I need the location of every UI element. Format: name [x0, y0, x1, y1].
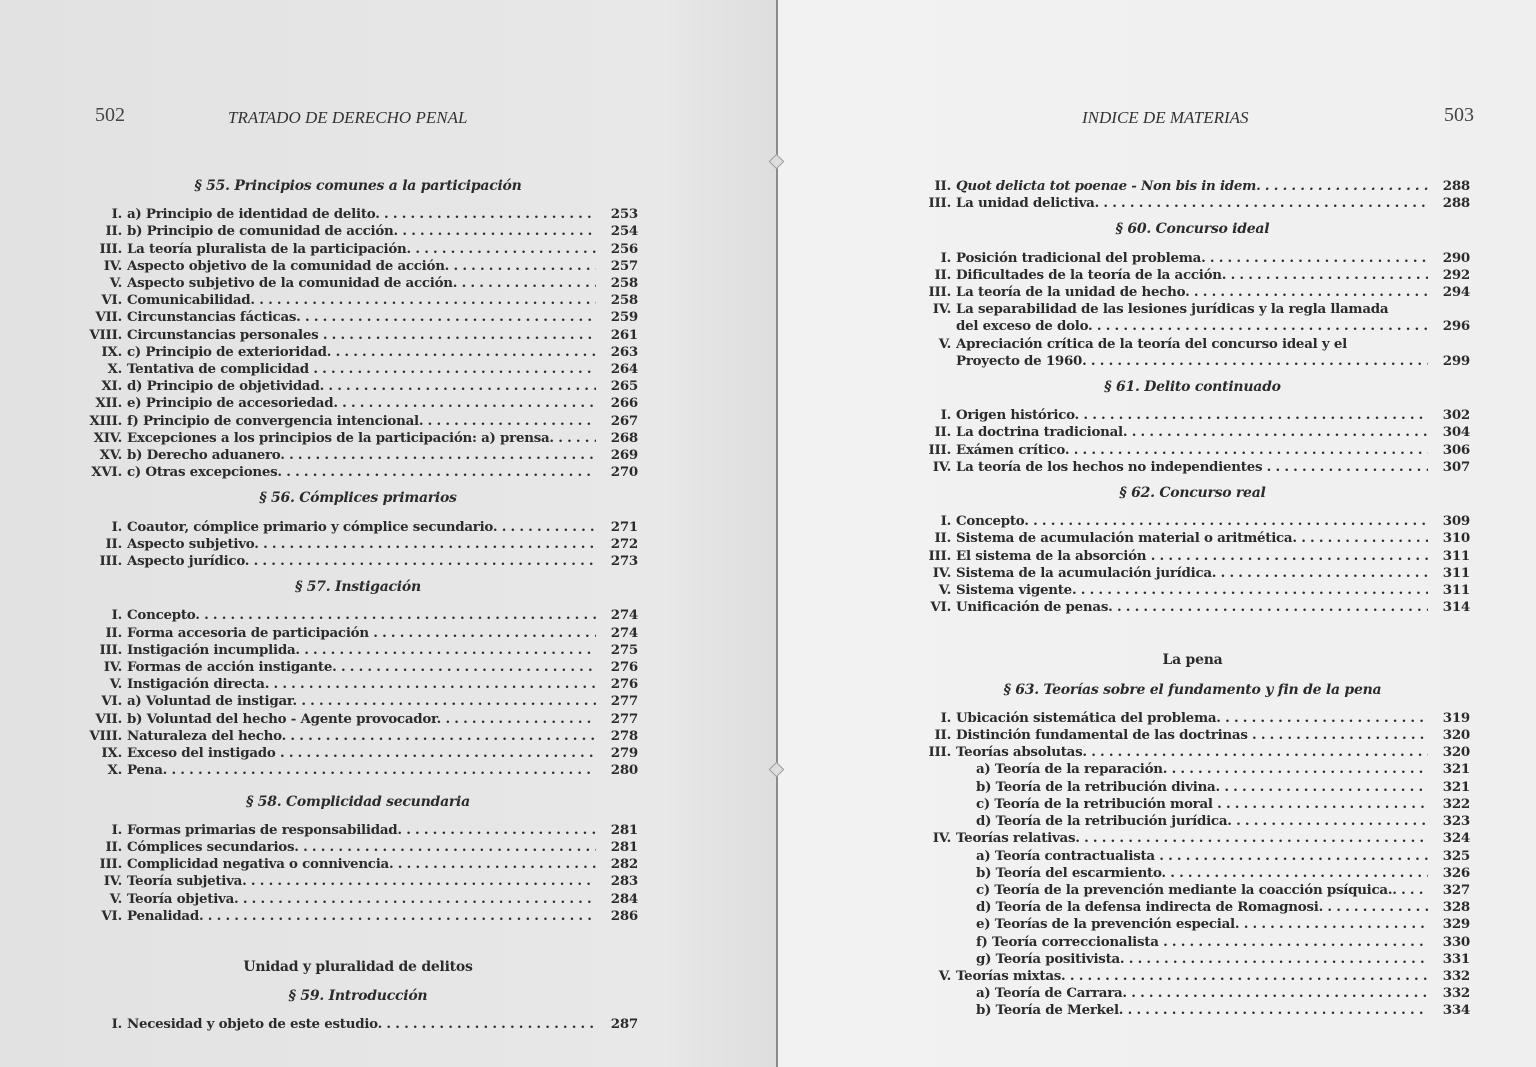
entry-title: Forma accesoria de participación . . . [127, 625, 596, 642]
entry-title: Dificultades de la teoría de la acción. . . . [956, 267, 1428, 284]
entry-title: Instigación incumplida. . . . [127, 642, 596, 659]
entry-numeral: II. [105, 535, 122, 552]
entry-numeral: IV. [103, 659, 122, 676]
section-heading: § 59. Introducción [288, 988, 428, 1005]
entry-page-number: 284 [610, 890, 638, 907]
entry-page-number: 328 [1442, 899, 1470, 916]
entry-page-number: 278 [610, 727, 638, 744]
entry-title: Coautor, cómplice primario y cómplice secundario. . . . [127, 519, 596, 536]
entry-title: d) Principio de objetividad. . . . [127, 378, 596, 395]
entry-page-number: 329 [1442, 916, 1470, 933]
toc-entry[interactable] [78, 711, 638, 728]
entry-page-number: 288 [1442, 195, 1470, 212]
entry-title: d) Teoría de la defensa indirecta de Romagnosi. . . . [956, 899, 1428, 916]
entry-numeral: XVI. [91, 464, 122, 481]
entry-page-number: 307 [1442, 458, 1470, 475]
entry-page-number: 259 [610, 309, 638, 326]
toc-entry[interactable] [915, 178, 1470, 195]
entry-title: Ubicación sistemática del problema. . . . [956, 710, 1428, 727]
entry-page-number: 286 [610, 907, 638, 924]
entry-numeral: III. [928, 284, 951, 301]
entry-numeral: I. [111, 206, 122, 223]
entry-page-number: 288 [1442, 178, 1470, 194]
entry-page-number: 273 [610, 553, 638, 570]
entry-numeral: I. [111, 607, 122, 624]
section-heading: § 63. Teorías sobre el fundamento y fin de la pena [1003, 681, 1382, 698]
entry-page-number: 258 [610, 275, 638, 292]
toc-entry[interactable] [915, 548, 1470, 565]
section-heading: § 61. Delito continuado [1104, 379, 1281, 396]
toc-entry[interactable] [78, 676, 638, 693]
entry-title: Teorías absolutas. . . . [956, 744, 1428, 761]
toc-entry[interactable] [78, 908, 638, 925]
entry-title: La teoría de la unidad de hecho. . . . [956, 284, 1428, 301]
entry-title: Sistema vigente. . . . [956, 582, 1428, 599]
entry-page-number: 311 [1442, 547, 1470, 564]
toc-entry[interactable] [915, 882, 1470, 899]
entry-page-number: 299 [1442, 352, 1470, 369]
entry-page-number: 334 [1442, 1002, 1470, 1019]
toc-entry[interactable] [78, 607, 638, 624]
entry-title: Quot delicta tot poenae - Non bis in idem. . . . [956, 178, 1428, 195]
entry-numeral: II. [105, 838, 122, 855]
entry-page-number: 306 [1442, 441, 1470, 458]
entry-numeral: VI. [101, 907, 122, 924]
entry-page-number: 314 [1442, 599, 1470, 616]
entry-title: Instigación directa. . . . [127, 676, 596, 693]
entry-page-number: 323 [1442, 813, 1470, 830]
entry-page-number: 324 [1442, 830, 1470, 847]
entry-title: Teorías mixtas. . . . [956, 968, 1428, 985]
toc-entry[interactable] [78, 344, 638, 361]
entry-title: El sistema de la absorción . . . [956, 548, 1428, 565]
toc-entry[interactable] [78, 873, 638, 890]
toc-entry[interactable] [915, 530, 1470, 547]
entry-page-number: 275 [610, 641, 638, 658]
left-running-title [228, 108, 467, 128]
entry-numeral: V. [109, 890, 122, 907]
entry-numeral: IV. [103, 873, 122, 890]
toc-entry[interactable] [915, 951, 1470, 968]
entry-numeral: II. [934, 266, 951, 283]
entry-numeral: I. [111, 1016, 122, 1033]
toc-entry[interactable] [78, 395, 638, 412]
entry-title: La doctrina tradicional. . . . [956, 424, 1428, 441]
toc-entry[interactable] [915, 848, 1470, 865]
toc-entry[interactable] [78, 361, 638, 378]
entry-numeral: X. [107, 361, 122, 378]
entry-title: b) Principio de comunidad de acción. . . . [127, 223, 596, 240]
entry-page-number: 296 [1442, 318, 1470, 335]
entry-page-number: 274 [610, 624, 638, 641]
entry-page-number: 271 [610, 518, 638, 535]
entry-numeral: IX. [101, 343, 122, 360]
entry-page-number: 269 [610, 447, 638, 464]
entry-page-number: 320 [1442, 744, 1470, 761]
entry-numeral: XV. [99, 447, 122, 464]
toc-entry[interactable] [915, 424, 1470, 441]
entry-numeral: V. [109, 275, 122, 292]
entry-numeral: IV. [932, 564, 951, 581]
entry-title-continuation: Proyecto de 1960. . . . [956, 353, 1428, 370]
entry-numeral: III. [928, 547, 951, 564]
entry-numeral: XIII. [89, 412, 122, 429]
entry-title: Comunicabilidad. . . . [127, 292, 596, 309]
toc-entry[interactable] [78, 693, 638, 710]
entry-page-number: 268 [610, 429, 638, 446]
entry-numeral: VII. [95, 710, 122, 727]
entry-title: Tentativa de complicidad . . . [127, 361, 596, 378]
entry-numeral: II. [934, 727, 951, 744]
entry-page-number: 320 [1442, 727, 1470, 744]
entry-numeral: V. [938, 582, 951, 599]
entry-title: c) Principio de exterioridad. . . . [127, 344, 596, 361]
toc-entry[interactable] [78, 1016, 638, 1033]
entry-title: b) Teoría del escarmiento. . . . [956, 865, 1428, 882]
entry-numeral: III. [928, 195, 951, 212]
running-title-text: INDICE DE MATERIAS [1082, 108, 1249, 127]
entry-numeral: VI. [930, 599, 951, 616]
toc-entry[interactable] [915, 565, 1470, 582]
entry-numeral: X. [107, 762, 122, 779]
toc-entry[interactable] [915, 301, 1470, 318]
entry-title: Teoría subjetiva. . . . [127, 873, 596, 890]
entry-page-number: 280 [610, 762, 638, 779]
entry-page-number: 292 [1442, 266, 1470, 283]
entry-page-number: 277 [610, 693, 638, 710]
section-heading: Unidad y pluralidad de delitos [243, 958, 473, 975]
toc-entry[interactable] [78, 642, 638, 659]
toc-entry[interactable] [78, 891, 638, 908]
toc-entry[interactable] [915, 865, 1470, 882]
toc-entry[interactable] [78, 553, 638, 570]
entry-page-number: 321 [1442, 761, 1470, 778]
toc-entry[interactable] [915, 250, 1470, 267]
entry-page-number: 322 [1442, 795, 1470, 812]
entry-page-number: 309 [1442, 513, 1470, 530]
entry-title: f) Principio de convergencia intencional. . . . [127, 413, 596, 430]
entry-page-number: 276 [610, 676, 638, 693]
entry-title: c) Otras excepciones. . . . [127, 464, 596, 481]
section-heading: § 62. Concurso real [1119, 485, 1266, 502]
toc-entry[interactable] [78, 378, 638, 395]
entry-numeral: XII. [95, 395, 122, 412]
toc-entry[interactable] [915, 916, 1470, 933]
entry-page-number: 319 [1442, 709, 1470, 726]
entry-page-number: 257 [610, 257, 638, 274]
entry-numeral: XI. [101, 378, 122, 395]
entry-page-number: 332 [1442, 985, 1470, 1002]
entry-title: b) Derecho aduanero. . . . [127, 447, 596, 464]
toc-entry[interactable] [915, 779, 1470, 796]
entry-page-number: 327 [1442, 881, 1470, 898]
entry-title: Exámen crítico. . . . [956, 442, 1428, 459]
toc-entry[interactable] [78, 519, 638, 536]
toc-entry[interactable] [78, 822, 638, 839]
entry-numeral: VI. [101, 693, 122, 710]
right-folio [1444, 104, 1474, 127]
entry-title: Exceso del instigado . . . [127, 745, 596, 762]
toc-entry[interactable] [78, 625, 638, 642]
entry-title: Circunstancias personales . . . [127, 327, 596, 344]
entry-page-number: 264 [610, 361, 638, 378]
entry-page-number: 290 [1442, 249, 1470, 266]
entry-title: Distinción fundamental de las doctrinas . . . [956, 727, 1428, 744]
entry-page-number: 281 [610, 821, 638, 838]
entry-numeral: IX. [101, 745, 122, 762]
entry-title: a) Teoría de Carrara. . . . [956, 985, 1428, 1002]
entry-page-number: 274 [610, 607, 638, 624]
entry-title-continuation: del exceso de dolo. . . . [956, 318, 1428, 335]
entry-page-number: 272 [610, 535, 638, 552]
entry-title: Penalidad. . . . [127, 908, 596, 925]
entry-title: Aspecto objetivo de la comunidad de acción. . . . [127, 258, 596, 275]
entry-page-number: 321 [1442, 778, 1470, 795]
entry-page-number: 270 [610, 464, 638, 481]
toc-entry[interactable] [915, 284, 1470, 301]
entry-page-number: 279 [610, 745, 638, 762]
toc-entry[interactable] [915, 407, 1470, 424]
entry-page-number: 265 [610, 378, 638, 395]
entry-page-number: 254 [610, 223, 638, 240]
toc-entry[interactable] [915, 459, 1470, 476]
entry-page-number: 253 [610, 206, 638, 223]
section-heading: § 60. Concurso ideal [1115, 221, 1270, 238]
entry-numeral: VIII. [89, 727, 122, 744]
section-heading: § 58. Complicidad secundaria [246, 793, 470, 810]
entry-title: Teoría objetiva. . . . [127, 891, 596, 908]
toc-entry[interactable] [78, 856, 638, 873]
entry-numeral: I. [111, 518, 122, 535]
toc-entry[interactable] [915, 830, 1470, 847]
toc-entry[interactable] [78, 430, 638, 447]
toc-entry-continuation[interactable] [915, 318, 1470, 335]
left-table-of-contents [78, 178, 638, 1034]
entry-numeral: VIII. [89, 326, 122, 343]
entry-numeral: IV. [932, 830, 951, 847]
entry-page-number: 304 [1442, 424, 1470, 441]
toc-entry[interactable] [78, 728, 638, 745]
entry-title: Formas primarias de responsabilidad. . . . [127, 822, 596, 839]
entry-page-number: 311 [1442, 582, 1470, 599]
entry-numeral: IV. [932, 301, 951, 318]
toc-entry[interactable] [915, 761, 1470, 778]
entry-numeral: VI. [101, 292, 122, 309]
toc-entry[interactable] [915, 582, 1470, 599]
section-heading: § 57. Instigación [295, 579, 421, 596]
toc-entry[interactable] [915, 813, 1470, 830]
entry-title: Aspecto subjetivo de la comunidad de acción. . . . [127, 275, 596, 292]
entry-numeral: III. [99, 856, 122, 873]
toc-entry[interactable] [78, 536, 638, 553]
entry-title: Complicidad negativa o connivencia. . . . [127, 856, 596, 873]
entry-title: b) Teoría de Merkel. . . . [956, 1002, 1428, 1019]
entry-title: Concepto. . . . [956, 513, 1428, 530]
entry-title: a) Teoría de la reparación. . . . [956, 761, 1428, 778]
section-heading: § 55. Principios comunes a la participación [194, 178, 522, 194]
entry-title: Pena. . . . [127, 762, 596, 779]
entry-page-number: 266 [610, 395, 638, 412]
entry-page-number: 261 [610, 326, 638, 343]
entry-numeral: II. [934, 530, 951, 547]
entry-page-number: 330 [1442, 933, 1470, 950]
toc-entry[interactable] [915, 267, 1470, 284]
entry-title: a) Principio de identidad de delito. . . . [127, 206, 596, 223]
entry-numeral: I. [940, 709, 951, 726]
toc-entry[interactable] [78, 206, 638, 223]
entry-title: La unidad delictiva. . . . [956, 195, 1428, 212]
entry-numeral: IV. [932, 458, 951, 475]
entry-numeral: I. [940, 249, 951, 266]
entry-page-number: 326 [1442, 864, 1470, 881]
entry-numeral: XIV. [93, 429, 122, 446]
entry-title: c) Teoría de la retribución moral . . . [956, 796, 1428, 813]
entry-page-number: 283 [610, 873, 638, 890]
toc-entry[interactable] [915, 727, 1470, 744]
toc-entry[interactable] [78, 464, 638, 481]
entry-numeral: III. [99, 240, 122, 257]
entry-title: b) Teoría de la retribución divina. . . . [956, 779, 1428, 796]
section-heading: § 56. Cómplices primarios [259, 490, 457, 507]
entry-title: a) Voluntad de instigar. . . . [127, 693, 596, 710]
toc-entry[interactable] [78, 839, 638, 856]
entry-numeral: II. [934, 178, 951, 194]
entry-title: e) Teorías de la prevención especial. . . . [956, 916, 1428, 933]
toc-entry[interactable] [915, 442, 1470, 459]
toc-entry[interactable] [78, 292, 638, 309]
entry-numeral: III. [928, 744, 951, 761]
entry-title: c) Teoría de la prevención mediante la coacción psíquica.. . . . [956, 882, 1428, 899]
entry-title: f) Teoría correccionalista . . . [956, 934, 1428, 951]
toc-entry[interactable] [78, 659, 638, 676]
entry-page-number: 281 [610, 838, 638, 855]
entry-title: Naturaleza del hecho. . . . [127, 728, 596, 745]
entry-numeral: II. [105, 624, 122, 641]
entry-title: Teorías relativas. . . . [956, 830, 1428, 847]
entry-title: Cómplices secundarios. . . . [127, 839, 596, 856]
right-table-of-contents [915, 178, 1470, 1020]
entry-numeral: II. [105, 223, 122, 240]
entry-numeral: V. [938, 967, 951, 984]
toc-entry[interactable] [915, 796, 1470, 813]
toc-entry[interactable] [915, 513, 1470, 530]
entry-title: Aspecto jurídico. . . . [127, 553, 596, 570]
entry-title: Apreciación crítica de la teoría del concurso ideal y el [956, 335, 1347, 352]
page-number: 503 [1444, 104, 1474, 126]
entry-title: b) Voluntad del hecho - Agente provocador. . . . [127, 711, 596, 728]
toc-entry[interactable] [915, 744, 1470, 761]
entry-page-number: 331 [1442, 950, 1470, 967]
entry-numeral: IV. [103, 257, 122, 274]
entry-page-number: 287 [610, 1016, 638, 1033]
entry-title: e) Principio de accesoriedad. . . . [127, 395, 596, 412]
entry-page-number: 267 [610, 412, 638, 429]
entry-numeral: VII. [95, 309, 122, 326]
toc-entry[interactable] [915, 968, 1470, 985]
entry-title: La teoría de los hechos no independientes . . . [956, 459, 1428, 476]
right-running-title [1082, 108, 1249, 128]
toc-entry[interactable] [78, 223, 638, 240]
part-heading: La pena [1162, 652, 1223, 669]
entry-numeral: III. [99, 641, 122, 658]
entry-title: Sistema de acumulación material o aritmética. . . . [956, 530, 1428, 547]
entry-title: Necesidad y objeto de este estudio. . . . [127, 1016, 596, 1033]
toc-entry[interactable] [78, 447, 638, 464]
entry-page-number: 332 [1442, 967, 1470, 984]
toc-entry[interactable] [915, 899, 1470, 916]
entry-numeral: I. [940, 513, 951, 530]
entry-page-number: 276 [610, 659, 638, 676]
toc-entry[interactable] [78, 413, 638, 430]
toc-entry[interactable] [78, 275, 638, 292]
toc-entry[interactable] [915, 336, 1470, 353]
entry-title: d) Teoría de la retribución jurídica. . . . [956, 813, 1428, 830]
toc-entry[interactable] [78, 762, 638, 779]
entry-title: g) Teoría positivista. . . . [956, 951, 1428, 968]
toc-entry-continuation[interactable] [915, 353, 1470, 370]
entry-page-number: 282 [610, 856, 638, 873]
entry-title: Unificación de penas. . . . [956, 599, 1428, 616]
entry-title: La teoría pluralista de la participación. . . . [127, 241, 596, 258]
entry-page-number: 302 [1442, 407, 1470, 424]
toc-entry[interactable] [78, 309, 638, 326]
entry-page-number: 277 [610, 710, 638, 727]
entry-title: Circunstancias fácticas. . . . [127, 309, 596, 326]
entry-page-number: 294 [1442, 284, 1470, 301]
entry-numeral: V. [109, 676, 122, 693]
entry-title: Posición tradicional del problema. . . . [956, 250, 1428, 267]
entry-page-number: 256 [610, 240, 638, 257]
entry-numeral: III. [99, 553, 122, 570]
entry-page-number: 311 [1442, 564, 1470, 581]
entry-title: La separabilidad de las lesiones jurídicas y la regla llamada [956, 301, 1389, 318]
running-title-text: TRATADO DE DERECHO PENAL [228, 108, 468, 127]
toc-entry[interactable] [915, 934, 1470, 951]
entry-numeral: III. [928, 441, 951, 458]
left-folio [95, 104, 125, 127]
entry-title: a) Teoría contractualista . . . [956, 848, 1428, 865]
toc-entry[interactable] [78, 241, 638, 258]
entry-title: Formas de acción instigante. . . . [127, 659, 596, 676]
entry-numeral: II. [934, 424, 951, 441]
entry-page-number: 258 [610, 292, 638, 309]
entry-title: Concepto. . . . [127, 607, 596, 624]
entry-title: Aspecto subjetivo. . . . [127, 536, 596, 553]
toc-entry[interactable] [915, 599, 1470, 616]
toc-entry[interactable] [915, 195, 1470, 212]
page-number: 502 [95, 104, 125, 126]
toc-entry[interactable] [78, 258, 638, 275]
entry-title: Excepciones a los principios de la participación: a) prensa. . . . [127, 430, 596, 447]
toc-entry[interactable] [915, 710, 1470, 727]
entry-page-number: 263 [610, 343, 638, 360]
entry-page-number: 325 [1442, 847, 1470, 864]
toc-entry[interactable] [915, 1002, 1470, 1019]
toc-entry[interactable] [915, 985, 1470, 1002]
toc-entry[interactable] [78, 327, 638, 344]
toc-entry[interactable] [78, 745, 638, 762]
entry-numeral: I. [940, 407, 951, 424]
entry-title: Sistema de la acumulación jurídica. . . . [956, 565, 1428, 582]
entry-numeral: V. [938, 335, 951, 352]
entry-page-number: 310 [1442, 530, 1470, 547]
entry-title: Origen histórico. . . . [956, 407, 1428, 424]
entry-numeral: I. [111, 821, 122, 838]
